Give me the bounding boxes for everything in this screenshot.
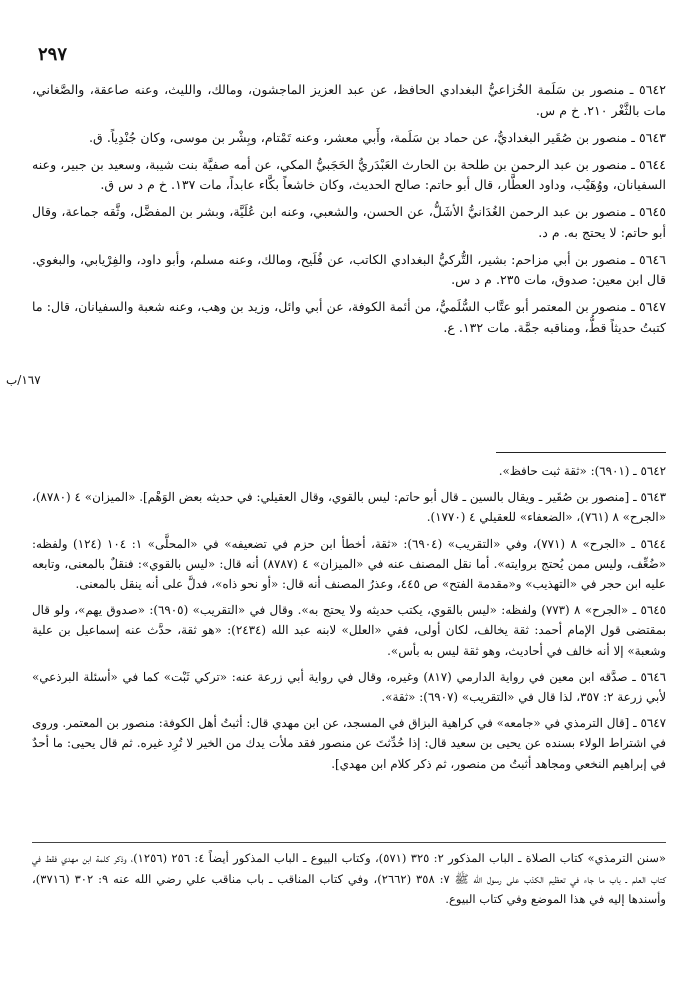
note-5643: ٥٦٤٣ ـ [منصور بن صُقَير ـ ويقال بالسين ـ قال أبو حاتم: ليس بالقوي، وقال العقيلي: في حديثه بعض الوَهْم]. «الميزان» ٤ (٨٧٨٠)، «الجرح» ٨ (٧٦١)، «الضعفاء» للعقيلي ٤ (١٧٧٠). (32, 490, 666, 525)
annotation-notes (32, 461, 666, 780)
note-5645: ٥٦٤٥ ـ «الجرح» ٨ (٧٧٣) ولفظه: «ليس بالقوي، يكتب حديثه ولا يحتج به». وقال في «التقريب» (٦٩٠٥): «صدوق يهم»، ولو قال بمقتضى قول الإمام أحمد: ثقة يخالف، لكان أولى، ففي «العلل» لابنه عبد الله (٢٤٣٤): «هو ثقة، حدَّث عنه إسماعيل بن علية وشعبة» إلا أنه خالف في أحاديث، وهو ثقة ليس به بأس». (32, 603, 666, 658)
note-5646: ٥٦٤٦ ـ صدَّقه ابن معين في رواية الدارمي (٨١٧) وغيره، وقال في رواية أبي زرعة عنه: «تركي ثَبْت» كما في «أسئلة البرذعي» لأبي زرعة ٢: ٣٥٧، لذا قال في «التقريب» (٦٩٠٧): «ثقة». (32, 669, 666, 705)
note-5647: ٥٦٤٧ ـ [قال الترمذي في «جامعه» في كراهية البزاق في المسجد، عن ابن مهدي قال: أثبتُ أهل الكوفة: منصور بن المعتمر. وروى في اشتراط الولاء بسنده عن يحيى بن سعيد قال: إذا حُدِّثتَ عن منصور فقد ملأت يدك من الخير لا تُرِد غيره. ثم قال يحيى: ما أحدٌ في إبراهيم النخعي ومجاهد أثبتُ من منصور، ثم ذكر كلام ابن مهدي]. (32, 716, 666, 771)
entry-5645: ٥٦٤٥ ـ منصور بن عبد الرحمن الغُدَانيُّ الأشَلُّ، عن الحسن، والشعبي، وعنه ابن عُلَيَّة، وبشر بن المفضَّل، وثَّقه جماعة، وقال أبو حاتم: لا يحتج به. م د. (32, 204, 666, 240)
footnote-divider (32, 842, 666, 843)
entry-5646: ٥٦٤٦ ـ منصور بن أبي مزاحم: بشير، التُّركيُّ البغدادي الكاتب، عن فُلَيح، ومالك، وعنه مسلم، وأبو داود، والفِرْيابي، والبغوي. قال ابن معين: صدوق، مات ٢٣٥. م د س. (32, 251, 666, 287)
entry-5643: ٥٦٤٣ ـ منصور بن صُقَير البغداديُّ، عن حماد بن سَلَمة، وأَبي معشر، وعنه تَمْتام، وبِشْر بن موسى، وكان جُنْدِياً. ق. (89, 129, 666, 145)
footnote-text: «سنن الترمذي» كتاب الصلاة ـ الباب المذكور ٢: ٣٢٥ (٥٧١)، وكتاب البيوع ـ الباب المذكور أيضاً ٤: ٢٥٦ (١٢٥٦)، وذكر كلمة ابن مهدي فقط في كتاب العلم ـ باب ما جاء في تعظيم الكذب على رسول الله ﷺ ٧: ٣٥٨ (٢٦٦٢)، وفي كتاب المناقب ـ باب مناقب علي رضي الله عنه ٩: ٣٠٢ (٣٧١٦)، وأسندها إليه في هذا الموضع وفي كتاب البيوع. (32, 851, 667, 906)
note-5642: ٥٦٤٢ ـ (٦٩٠١): «ثقة ثبت حافظ». (498, 464, 666, 478)
note-5644: ٥٦٤٤ ـ «الجرح» ٨ (٧٧١)، وفي «التقريب» (٦٩٠٤): «ثقة، أخطأ ابن حزم في تضعيفه» في «المحلَّى» ١: ١٠٤ (١٢٤) ولفظه: «ضُعِّف، وليس ممن يُحتج بروايته». أما نقل المصنف عنه في «الميزان» ٤ (٨٧٨٧) أنه قال: «ليس بالقوي»: فنقلٌ بالمعنى، وتابعه عليه ابن حجر في «التهذيب» و«مقدمة الفتح» ص ٤٤٥، وعذرُ المصنف أنه قال: «أو نحو ذاه»، فدلَّ على أنه ينقل بالمعنى. (32, 536, 667, 592)
page-number: ٢٩٧ (38, 44, 68, 65)
entry-5647: ٥٦٤٧ ـ منصور بن المعتمر أبو عتَّاب السُّلَميُّ، من أئمة الكوفة، عن أبي وائل، وزيد بن وهب، وعنه شعبة والسفيانان، قال: ما كتبتُ حديثاً قطُّ، ومناقبه جمَّة. مات ١٣٢. ع. (32, 299, 666, 335)
manuscript-folio-note: ١٦٧/ب (6, 373, 41, 387)
notes-divider (496, 452, 666, 453)
entry-5644: ٥٦٤٤ ـ منصور بن عبد الرحمن بن طلحة بن الحارث العَبْدَريُّ الحَجَبيُّ المكي، عن أمه صفيَّة بنت شيبة، وسعيد بن جبير، وعنه السفيانان، ووُهَيْب، وداود العطَّار، قال أبو حاتم: صالح الحديث، وكان خاشعاً بكَّاء عابداً، مات ١٣٧. خ م د س ق. (32, 156, 666, 192)
entry-5642: ٥٦٤٢ ـ منصور بن سَلَمة الخُزاعيُّ البغدادي الحافظ، عن عبد العزيز الماجشون، ومالك، والليث، وعنه صاعقة، والصَّغاني، مات بالثَّغْر ٢١٠. خ م س. (32, 82, 666, 118)
footnote-section (32, 848, 666, 910)
main-entries (32, 80, 666, 345)
